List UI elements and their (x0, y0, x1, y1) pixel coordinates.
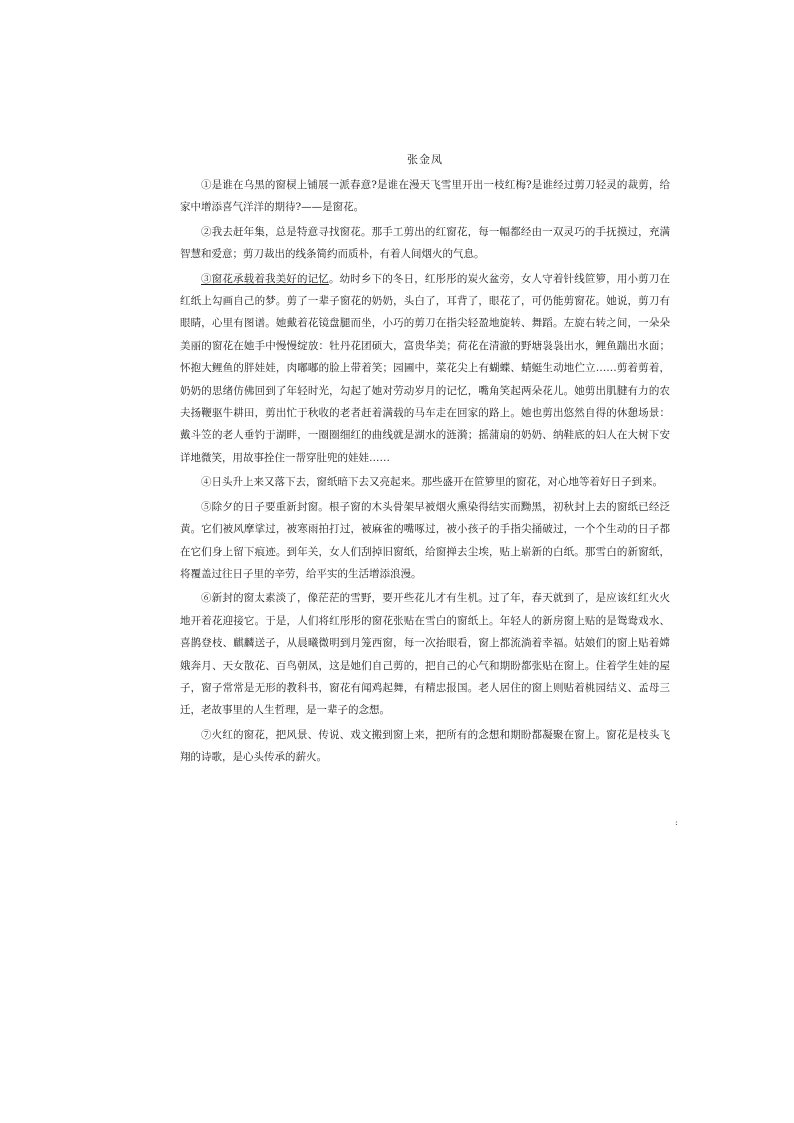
paragraph-5-text: ⑤除夕的日子要重新封窗。根子窗的木头骨架早被烟火熏染得结实而黝黑，初秋封上去的窗纸已经泛黄。它们被风摩挲过，被寒雨拍打过，被麻雀的嘴啄过，被小孩子的手指尖捅破过，一个个生动的日子都在它们身上留下痕迹。到年关，女人们刮掉旧窗纸，给窗掸去尘埃，贴上崭新的白纸。那雪白的新窗纸，将覆盖过往日子里的辛劳，给平实的生活增添浪漫。 (180, 500, 670, 580)
paragraph-3-underlined-sentence: ③窗花承载着我美好的记忆 (201, 272, 329, 285)
paragraph-4-text: ④日头升上来又落下去，窗纸暗下去又亮起来。那些盛开在笸箩里的窗花，对心地等着好日子到来。 (201, 476, 663, 489)
paragraph-2 (180, 221, 670, 266)
paragraph-2-text: ②我去赶年集，总是特意寻找窗花。那手工剪出的红窗花，每一幅都经由一双灵巧的手抚摸过，充满智慧和爱意；剪刀裁出的线条简约而质朴，有着人间烟火的气息。 (180, 225, 670, 261)
paragraph-4 (180, 471, 670, 493)
paragraph-6 (180, 587, 670, 721)
margin-mark: : (675, 818, 678, 827)
author-name: 张金凤 (407, 153, 443, 166)
paragraph-3 (180, 268, 670, 470)
paragraph-1 (180, 174, 670, 219)
paragraph-3-text: 。幼时乡下的冬日，红彤彤的炭火盆旁，女人守着针线笸箩，用小剪刀在红纸上勾画自己的梦。剪了一辈子窗花的奶奶，头白了，耳背了，眼花了，可仍能剪窗花。她说，剪刀有眼睛，心里有图谱。她戴着花镜盘腿而坐，小巧的剪刀在指尖轻盈地旋转、舞蹈。左旋右转之间，一朵朵美丽的窗花在她手中慢慢绽放：牡丹花团硕大，富贵华美；荷花在清澈的野塘袅袅出水，鲤鱼踹出水面；怀抱大鲤鱼的胖娃娃，肉嘟嘟的脸上带着笑；园圃中，菜花尖上有蝴蝶、蜻蜓生动地伫立……剪着剪着，奶奶的思绪仿佛回到了年轻时光，勾起了她对劳动岁月的记忆，嘴角笑起两朵花儿。她剪出肌腱有力的农夫扬鞭驱牛耕田，剪出忙于秋收的老者赶着满载的马车走在回家的路上。她也剪出悠然自得的休憩场景：戴斗笠的老人垂钓于湖畔，一圈圈细红的曲线就是湖水的涟漪；摇蒲扇的奶奶、纳鞋底的妇人在大树下安详地微笑，用故事拴住一帮穿肚兜的娃娃…… (180, 272, 670, 464)
paragraph-1-text: ①是谁在乌黑的窗棂上铺展一派春意?是谁在漫天飞雪里开出一枝红梅?是谁经过剪刀轻灵的裁剪，给家中增添喜气洋洋的期待?——是窗花。 (180, 179, 670, 214)
paragraph-5 (180, 496, 670, 586)
paragraph-7 (180, 724, 670, 769)
paragraph-6-text: ⑥新封的窗太素淡了，像茫茫的雪野，要开些花儿才有生机。过了年，春天就到了，是应该红红火火地开着花迎接它。于是，人们将红彤彤的窗花张贴在雪白的窗纸上。年轻人的新房窗上贴的是鸳鸯戏水、喜鹊登枝、麒麟送子，从晨曦微明到月笼西窗，每一次抬眼看，窗上都流淌着幸福。姑娘们的窗上贴着嫦娥奔月、天女散花、百鸟朝凤，这是她们自己剪的，把自己的心气和期盼都张贴在窗上。住着学生娃的屋子，窗子常常是无形的教科书，窗花有闻鸡起舞，有精忠报国。老人居住的窗上则贴着桃园结义、孟母三迁，老故事里的人生哲理，是一辈子的念想。 (180, 592, 670, 717)
article-body (180, 150, 670, 771)
paragraph-7-text: ⑦火红的窗花，把风景、传说、戏文搬到窗上来，把所有的念想和期盼都凝聚在窗上。窗花是枝头飞翔的诗歌，是心头传承的薪火。 (180, 728, 670, 764)
